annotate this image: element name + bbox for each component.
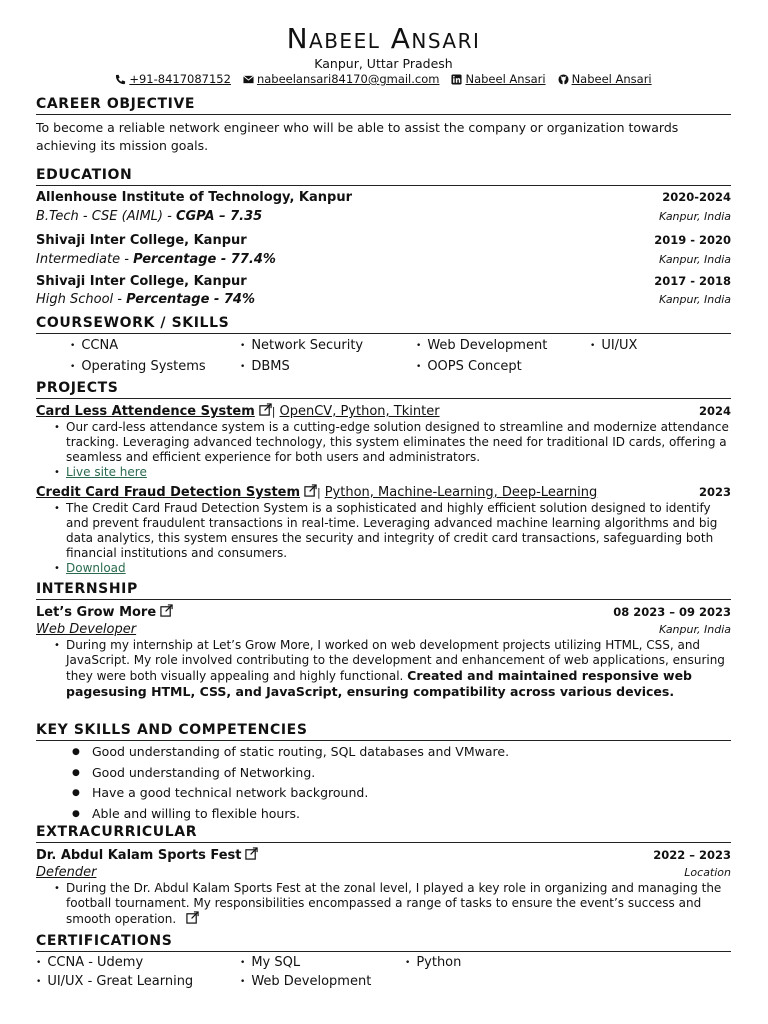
activity-description: During the Dr. Abdul Kalam Sports Fest at the zonal level, I played a key role in organizing and managing the football tournament. My responsibilities encompassed a range of tasks to ensure the event’s success and smooth operation. xyxy=(66,881,722,926)
project-entry: Credit Card Fraud Detection System | Python, Machine-Learning, Deep-Learning 2023 • The Credit Card Fraud Detection System is a sophisticated and highly efficient solution designed to identify and prevent fraudulent transactions in real-time. Leveraging advanced machine learning algorithms and big data analytics, this system ensures the security and integrity of credit card transactions, safeguarding both financial institutions and consumers. • Download xyxy=(36,483,731,576)
school-name: Shivaji Inter College, Kanpur xyxy=(36,233,247,248)
linkedin-icon xyxy=(451,74,462,85)
candidate-name: Nabeel Ansari xyxy=(286,22,481,55)
candidate-location: Kanpur, Uttar Pradesh xyxy=(314,56,453,71)
project-bullets xyxy=(36,420,731,480)
phone-link[interactable]: +91-8417087152 xyxy=(129,72,231,86)
education-dates: 2019 - 2020 xyxy=(654,233,731,247)
education-location: Kanpur, India xyxy=(659,253,731,266)
key-skills-list xyxy=(36,742,731,824)
degree: Intermediate - xyxy=(36,252,134,267)
projects-heading: PROJECTS xyxy=(36,380,731,399)
project-tech: OpenCV, Python, Tkinter xyxy=(279,404,440,419)
external-link-icon[interactable] xyxy=(160,604,173,617)
list-item: • Network Security xyxy=(240,336,416,357)
phone-icon xyxy=(115,74,126,85)
linkedin-link[interactable]: Nabeel Ansari xyxy=(465,72,546,86)
education-entry xyxy=(36,188,731,226)
objective-heading: CAREER OBJECTIVE xyxy=(36,96,731,115)
project-description: • Our card-less attendance system is a cutting-edge solution designed to streamline and modernize attendance tracking. Leveraging advanced technology, this system eliminates the need for traditional ID cards, offering a seamless and efficient experience for both users and administrators. xyxy=(66,420,731,465)
project-year: 2023 xyxy=(698,485,731,499)
external-link-icon[interactable] xyxy=(245,847,258,860)
list-item: • UI/UX xyxy=(590,336,730,357)
contact-phone[interactable] xyxy=(115,72,231,87)
list-item: • Python xyxy=(405,954,555,973)
project-title[interactable]: Credit Card Fraud Detection System xyxy=(36,485,301,500)
certifications-heading: CERTIFICATIONS xyxy=(36,933,731,952)
list-item: ● Good understanding of Networking. xyxy=(92,763,731,784)
education-heading: EDUCATION xyxy=(36,167,731,186)
download-link[interactable]: Download xyxy=(66,561,126,575)
education-location: Kanpur, India xyxy=(659,293,731,306)
contact-github[interactable] xyxy=(558,72,652,87)
project-entry: Card Less Attendence System | OpenCV, Python, Tkinter 2024 • Our card-less attendance system is a cutting-edge solution designed to streamline and modernize attendance tracking. Leveraging advanced technology, this system eliminates the need for traditional ID cards, offering a seamless and efficient experience for both users and administrators. • Live site here xyxy=(36,402,731,480)
extracurricular-entry xyxy=(36,846,731,927)
list-item: • CCNA - Udemy xyxy=(36,954,240,973)
list-item: ● Have a good technical network background. xyxy=(92,783,731,804)
education-dates: 2017 - 2018 xyxy=(654,274,731,288)
score: CGPA – 7.35 xyxy=(175,209,263,224)
list-item: • My SQL xyxy=(240,954,405,973)
score: Percentage - 77.4% xyxy=(133,252,276,267)
internship-highlight: Created and maintained responsive web pagesusing HTML, CSS, and JavaScript, ensuring compatibility across various devices. xyxy=(66,668,693,699)
contact-bar xyxy=(36,72,731,87)
key-skills-heading: KEY SKILLS AND COMPETENCIES xyxy=(36,722,731,741)
list-item xyxy=(66,881,731,927)
project-tech: Python, Machine-Learning, Deep-Learning xyxy=(324,485,598,500)
list-item: ● Able and willing to flexible hours. xyxy=(92,804,731,825)
external-link-icon[interactable] xyxy=(304,484,317,497)
education-entry xyxy=(36,272,731,309)
degree: High School - xyxy=(36,292,127,307)
internship-bullets xyxy=(36,638,731,700)
activity-title: Dr. Abdul Kalam Sports Fest xyxy=(36,848,242,863)
resume-page xyxy=(36,0,731,992)
education-dates: 2020-2024 xyxy=(662,190,731,204)
coursework-list xyxy=(36,336,731,378)
internship-location: Kanpur, India xyxy=(659,623,731,636)
list-item: • Operating Systems xyxy=(70,357,240,378)
school-name: Shivaji Inter College, Kanpur xyxy=(36,274,247,289)
list-item: • DBMS xyxy=(240,357,416,378)
external-link-icon[interactable] xyxy=(259,403,272,416)
internship-heading: INTERNSHIP xyxy=(36,581,731,600)
extracurricular-bullets xyxy=(36,881,731,927)
contact-email[interactable] xyxy=(243,72,440,87)
list-item: • OOPS Concept xyxy=(416,357,590,378)
school-name: Allenhouse Institute of Technology, Kanpur xyxy=(36,190,353,205)
contact-linkedin[interactable] xyxy=(451,72,545,87)
internship-entry xyxy=(36,603,731,700)
activity-role: Defender xyxy=(36,865,97,880)
score: Percentage - 74% xyxy=(126,292,255,307)
coursework-heading: COURSEWORK / SKILLS xyxy=(36,315,731,334)
education-entry xyxy=(36,231,731,269)
list-item: ● Good understanding of static routing, SQL databases and VMware. xyxy=(92,742,731,763)
email-icon xyxy=(243,74,254,85)
list-item: • Web Development xyxy=(416,336,590,357)
project-title[interactable]: Card Less Attendence System xyxy=(36,404,255,419)
project-bullets xyxy=(36,501,731,576)
internship-description: • During my internship at Let’s Grow More, I worked on web development projects utilizing HTML, CSS, and JavaScript. My role involved contributing to the development and enhancement of web applications, ensuring they were both visually appealing and highly functional. Created and maintained responsive web pagesusing HTML, CSS, and JavaScript, ensuring compatibility across various devices. xyxy=(66,638,731,700)
internship-dates: 08 2023 – 09 2023 xyxy=(613,605,731,619)
list-item: • UI/UX - Great Learning xyxy=(36,973,240,992)
degree: B.Tech - CSE (AIML) - xyxy=(36,209,176,224)
email-link[interactable]: nabeelansari84170@gmail.com xyxy=(256,72,440,86)
activity-location: Location xyxy=(684,866,731,879)
external-link-icon[interactable] xyxy=(186,911,199,924)
internship-role: Web Developer xyxy=(36,622,137,637)
list-item: • Web Development xyxy=(240,973,405,992)
activity-dates: 2022 – 2023 xyxy=(653,848,731,862)
education-location: Kanpur, India xyxy=(659,210,731,223)
project-description: • The Credit Card Fraud Detection System is a sophisticated and highly efficient solution designed to identify and prevent fraudulent transactions in real-time. Leveraging advanced machine learning algorithms and big data analytics, this system ensures the security and integrity of credit card transactions, safeguarding both financial institutions and consumers. xyxy=(66,501,731,561)
certifications-list xyxy=(36,954,731,992)
extracurricular-heading: EXTRACURRICULAR xyxy=(36,824,731,843)
list-item: • CCNA xyxy=(70,336,240,357)
objective-text: To become a reliable network engineer who will be able to assist the company or organization towards achieving its mission goals. xyxy=(36,120,679,153)
github-icon xyxy=(558,74,569,85)
company-name: Let’s Grow More xyxy=(36,605,157,620)
github-link[interactable]: Nabeel Ansari xyxy=(571,72,652,86)
live-site-link[interactable]: Live site here xyxy=(66,465,147,479)
project-year: 2024 xyxy=(698,404,731,418)
